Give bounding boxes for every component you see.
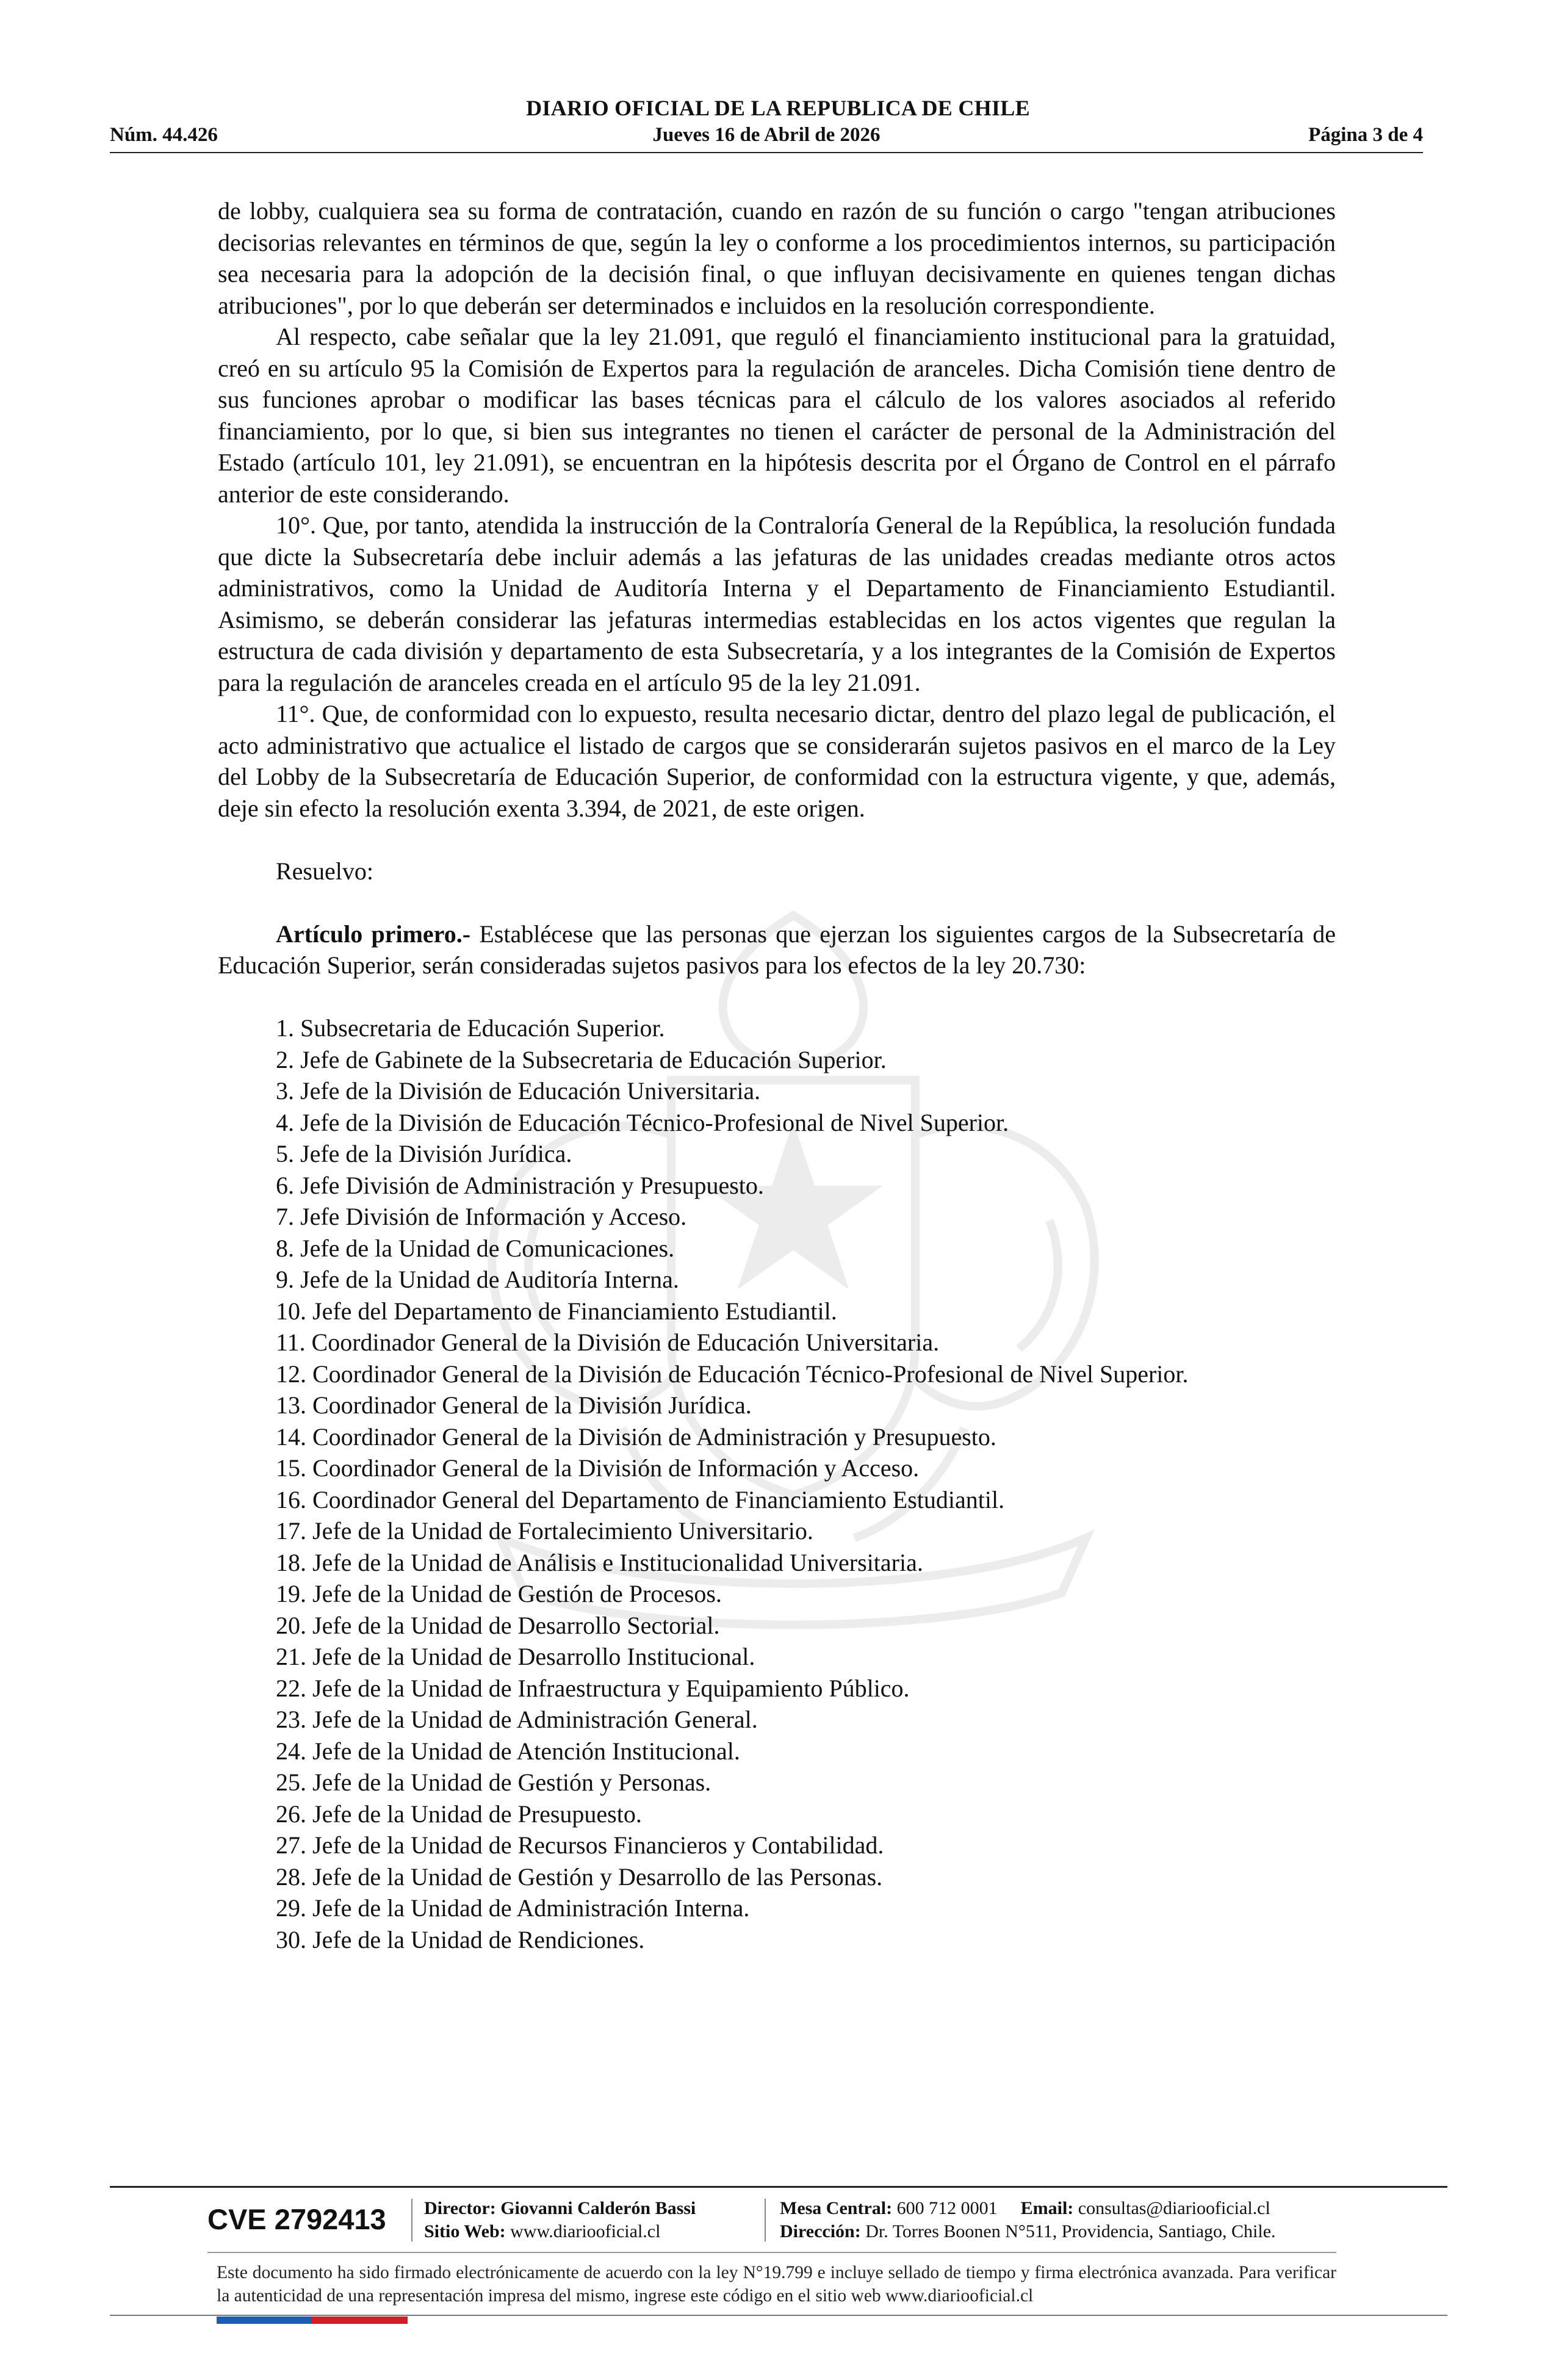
list-item: 20. Jefe de la Unidad de Desarrollo Sectorial. xyxy=(276,1611,720,1639)
mesa-phone: 600 712 0001 xyxy=(896,2198,998,2218)
article-label: Artículo primero.- xyxy=(276,920,471,948)
footer-separator xyxy=(765,2199,766,2241)
resuelvo-heading: Resuelvo: xyxy=(276,857,373,885)
list-item: 17. Jefe de la Unidad de Fortalecimiento Universitario. xyxy=(276,1517,813,1545)
list-item: 4. Jefe de la División de Educación Técnico-Profesional de Nivel Superior. xyxy=(276,1108,1009,1136)
list-item: 27. Jefe de la Unidad de Recursos Financieros y Contabilidad. xyxy=(276,1831,884,1859)
footer-director-block xyxy=(424,2197,696,2243)
list-item: 24. Jefe de la Unidad de Atención Institucional. xyxy=(276,1737,740,1765)
mesa-label: Mesa Central: xyxy=(780,2198,893,2218)
list-item: 9. Jefe de la Unidad de Auditoría Interna. xyxy=(276,1266,679,1293)
list-item: 14. Coordinador General de la División de Administración y Presupuesto. xyxy=(276,1423,996,1451)
issue-number: Núm. 44.426 xyxy=(110,124,218,146)
list-item: 30. Jefe de la Unidad de Rendiciones. xyxy=(276,1925,645,1953)
signature-note: Este documento ha sido firmado electrónicamente de acuerdo con la ley N°19.799 e incluye sellado de tiempo y firma electrónica avanzada. Para verificar la autenticidad de una representación impresa del mismo, ingrese este código en el sitio web www.diariooficial.cl xyxy=(217,2263,1336,2306)
newspaper-title: DIARIO OFICIAL DE LA REPUBLICA DE CHILE xyxy=(526,96,1030,120)
article-first xyxy=(218,918,1336,981)
list-item: 22. Jefe de la Unidad de Infraestructura y Equipamiento Público. xyxy=(276,1674,910,1702)
list-item: 3. Jefe de la División de Educación Universitaria. xyxy=(276,1077,761,1105)
footer-separator xyxy=(411,2199,412,2241)
email-label: Email: xyxy=(1020,2198,1074,2218)
list-item: 12. Coordinador General de la División de Educación Técnico-Profesional de Nivel Superior. xyxy=(276,1360,1189,1388)
paragraph: de lobby, cualquiera sea su forma de contratación, cuando en razón de su función o cargo "tengan atribuciones decisorias relevantes en términos de que, según la ley o conforme a los procedimientos internos, su participación sea necesaria para la adopción de la decisión final, o que influyan decisivamente en quienes tengan dichas atribuciones", por lo que deberán ser determinados e incluidos en la resolución correspondiente. xyxy=(218,197,1336,319)
list-item: 15. Coordinador General de la División de Información y Acceso. xyxy=(276,1454,920,1482)
address-text: Dr. Torres Boonen N°511, Providencia, Santiago, Chile. xyxy=(865,2221,1276,2241)
list-item: 19. Jefe de la Unidad de Gestión de Procesos. xyxy=(276,1580,722,1607)
email-link[interactable]: consultas@diariooficial.cl xyxy=(1078,2198,1270,2218)
list-item: 29. Jefe de la Unidad de Administración Interna. xyxy=(276,1894,750,1922)
site-link[interactable]: www.diariooficial.cl xyxy=(510,2221,661,2241)
list-item: 11. Coordinador General de la División de Educación Universitaria. xyxy=(276,1329,940,1356)
list-item: 16. Coordinador General del Departamento de Financiamiento Estudiantil. xyxy=(276,1485,1005,1513)
article-text: Establécese que las personas que ejerzan los siguientes cargos de la Subsecretaría de Educación Superior, serán consideradas sujetos pasivos para los efectos de la ley 20.730: xyxy=(218,920,1336,979)
list-item: 28. Jefe de la Unidad de Gestión y Desarrollo de las Personas. xyxy=(276,1863,883,1891)
footer-contact-block xyxy=(780,2197,1276,2243)
list-item: 10. Jefe del Departamento de Financiamiento Estudiantil. xyxy=(276,1297,837,1325)
address-label: Dirección: xyxy=(780,2221,861,2241)
list-item: 18. Jefe de la Unidad de Análisis e Institucionalidad Universitaria. xyxy=(276,1548,923,1576)
site-label: Sitio Web: xyxy=(424,2221,506,2241)
paragraph: 11°. Que, de conformidad con lo expuesto, resulta necesario dictar, dentro del plazo legal de publicación, el acto administrativo que actualice el listado de cargos que se considerarán sujetos pasivos en el marco de la Ley del Lobby de la Subsecretaría de Educación Superior, de conformidad con la estructura vigente, y que, además, deje sin efecto la resolución exenta 3.394, de 2021, de este origen. xyxy=(218,700,1336,822)
positions-list xyxy=(218,1012,1336,1955)
list-item: 5. Jefe de la División Jurídica. xyxy=(276,1140,572,1167)
list-item: 1. Subsecretaria de Educación Superior. xyxy=(276,1014,665,1042)
footer-divider xyxy=(110,2186,1447,2188)
flag-stripe-blue xyxy=(217,2317,311,2324)
page-number: Página 3 de 4 xyxy=(1308,124,1423,146)
paragraph: Al respecto, cabe señalar que la ley 21.091, que reguló el financiamiento institucional para la gratuidad, creó en su artículo 95 la Comisión de Expertos para la regulación de aranceles. Dicha Comisión tiene dentro de sus funciones aprobar o modificar las bases técnicas para el cálculo de los valores asociados al referido financiamiento, por lo que, si bien sus integrantes no tienen el carácter de personal de la Administración del Estado (artículo 101, ley 21.091), se encuentran en la hipótesis descrita por el Órgano de Control en el párrafo anterior de este considerando. xyxy=(218,323,1336,508)
paragraph: 10°. Que, por tanto, atendida la instrucción de la Contraloría General de la República, la resolución fundada que dicte la Subsecretaría debe incluir además a las jefaturas de las unidades creadas mediante otros actos administrativos, como la Unidad de Auditoría Interna y el Departamento de Financiamiento Estudiantil. Asimismo, se deberán considerar las jefaturas intermedias establecidas en los actos vigentes que regulan la estructura de cada división y departamento de esta Subsecretaría, y a los integrantes de la Comisión de Expertos para la regulación de aranceles creada en el artículo 95 de la ley 21.091. xyxy=(218,511,1336,696)
director-name: Giovanni Calderón Bassi xyxy=(500,2198,696,2218)
header-row xyxy=(110,120,1423,150)
list-item: 25. Jefe de la Unidad de Gestión y Personas. xyxy=(276,1769,711,1796)
director-label: Director: xyxy=(424,2198,496,2218)
document-body xyxy=(218,195,1336,1955)
flag-stripe-red xyxy=(311,2317,408,2324)
list-item: 7. Jefe División de Información y Acceso. xyxy=(276,1203,687,1230)
footer-bottom-rule xyxy=(110,2315,1447,2316)
list-item: 2. Jefe de Gabinete de la Subsecretaria de Educación Superior. xyxy=(276,1045,887,1073)
list-item: 21. Jefe de la Unidad de Desarrollo Institucional. xyxy=(276,1643,755,1670)
list-item: 26. Jefe de la Unidad de Presupuesto. xyxy=(276,1800,642,1828)
list-item: 6. Jefe División de Administración y Presupuesto. xyxy=(276,1171,764,1199)
footer-divider xyxy=(207,2252,1336,2253)
list-item: 13. Coordinador General de la División Jurídica. xyxy=(276,1391,752,1419)
list-item: 23. Jefe de la Unidad de Administración General. xyxy=(276,1706,758,1733)
issue-date: Jueves 16 de Abril de 2026 xyxy=(652,124,881,146)
list-item: 8. Jefe de la Unidad de Comunicaciones. xyxy=(276,1234,675,1262)
cve-code: CVE 2792413 xyxy=(207,2203,386,2235)
header-divider xyxy=(110,152,1423,153)
